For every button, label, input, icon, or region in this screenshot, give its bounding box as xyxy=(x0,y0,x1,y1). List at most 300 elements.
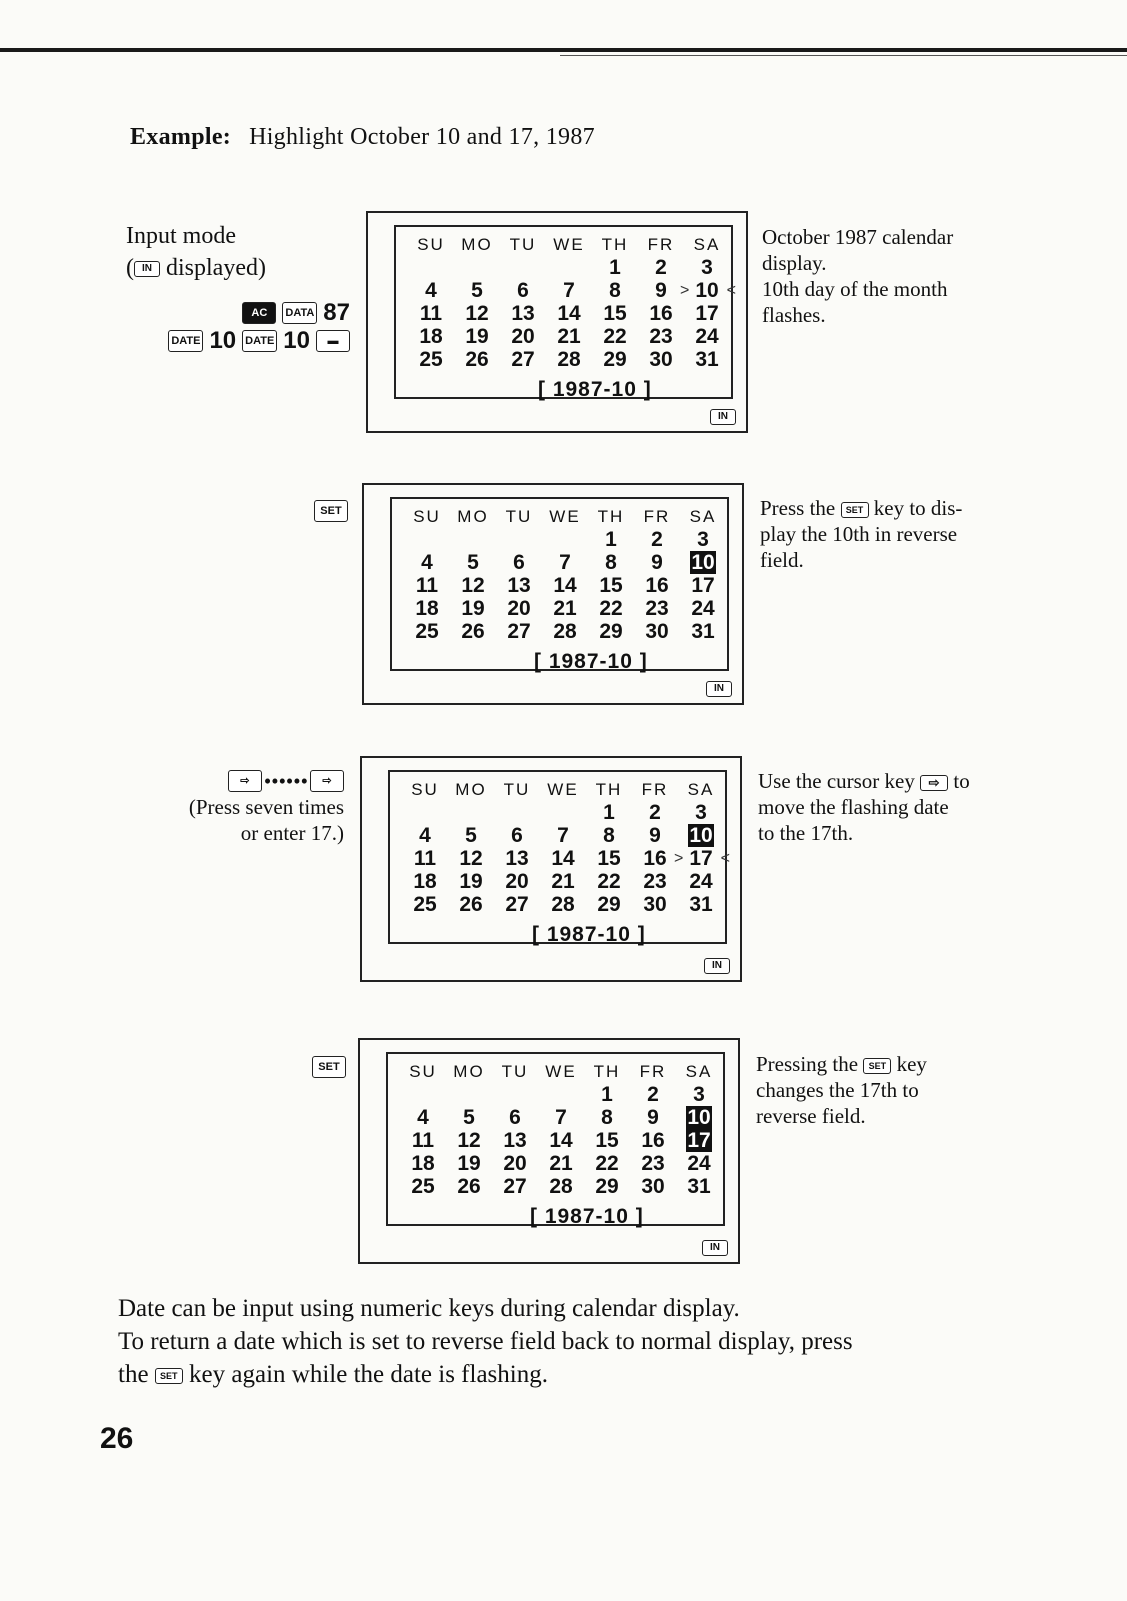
day-number: 12 xyxy=(459,847,483,870)
day-cell xyxy=(678,893,724,916)
day-cell xyxy=(450,620,496,643)
day-number: 30 xyxy=(649,348,673,371)
day-cell xyxy=(546,279,592,302)
day-cell xyxy=(546,302,592,325)
repeat-dots: •••••• xyxy=(263,769,308,793)
day-cell xyxy=(540,801,586,824)
day-cell xyxy=(404,574,450,597)
day-number: 31 xyxy=(695,348,719,371)
day-number: 28 xyxy=(557,348,581,371)
day-cell xyxy=(542,574,588,597)
day-cell xyxy=(630,1106,676,1129)
day-cell xyxy=(448,801,494,824)
top-rule-thin xyxy=(560,55,1127,56)
day-cell xyxy=(584,1106,630,1129)
step1-entry-b: 10 xyxy=(283,327,310,354)
day-number: 15 xyxy=(599,574,623,597)
day-number: 21 xyxy=(557,325,581,348)
day-cell xyxy=(454,256,500,279)
day-cell xyxy=(540,847,586,870)
ac-key-icon: AC xyxy=(242,302,276,324)
weekday-header: WE xyxy=(547,780,579,799)
day-number: 20 xyxy=(511,325,535,348)
day-cell xyxy=(680,620,726,643)
week-row xyxy=(404,620,726,643)
day-number: 14 xyxy=(553,574,577,597)
day-cell xyxy=(408,302,454,325)
day-cell xyxy=(542,551,588,574)
weekday-header: FR xyxy=(641,780,669,799)
calendar-year-month: [ 1987-10 ] xyxy=(538,378,652,401)
day-number: 19 xyxy=(461,597,485,620)
day-number: 3 xyxy=(697,528,709,551)
day-number: 23 xyxy=(649,325,673,348)
day-number: 5 xyxy=(471,279,483,302)
calendar-frame xyxy=(390,497,729,671)
example-heading xyxy=(130,124,595,151)
day-cell xyxy=(400,1106,446,1129)
day-number: 28 xyxy=(551,893,575,916)
day-number: 4 xyxy=(425,279,437,302)
data-key-icon: DATA xyxy=(282,302,317,324)
calendar-grid xyxy=(408,233,730,401)
day-number: 31 xyxy=(687,1175,711,1198)
day-number: 19 xyxy=(459,870,483,893)
step1-year-entry: 87 xyxy=(323,299,350,326)
day-number: 30 xyxy=(643,893,667,916)
day-cell xyxy=(588,551,634,574)
day-number: 20 xyxy=(507,597,531,620)
day-cell xyxy=(632,893,678,916)
day-number: 8 xyxy=(605,551,617,574)
day-cell xyxy=(446,1083,492,1106)
set-key-icon: SET xyxy=(155,1368,183,1384)
day-cell xyxy=(408,279,454,302)
day-cell xyxy=(494,824,540,847)
day-number: 1 xyxy=(609,256,621,279)
day-number: 17 xyxy=(689,847,713,870)
day-cell xyxy=(632,824,678,847)
day-cell xyxy=(400,1129,446,1152)
step4-note: Pressing the SET key changes the 17th to reverse field. xyxy=(756,1052,927,1128)
weekday-header: TH xyxy=(597,507,625,526)
day-cell xyxy=(630,1083,676,1106)
day-number: 8 xyxy=(601,1106,613,1129)
day-number: 23 xyxy=(645,597,669,620)
weekday-header: SU xyxy=(409,1062,437,1081)
day-number: 7 xyxy=(559,551,571,574)
day-cell xyxy=(446,1129,492,1152)
day-cell xyxy=(684,256,730,279)
week-row xyxy=(400,1083,722,1106)
day-cell xyxy=(684,302,730,325)
week-row xyxy=(402,801,724,824)
weekday-header: FR xyxy=(647,235,675,254)
day-cell xyxy=(492,1175,538,1198)
day-number: 10 xyxy=(687,1106,711,1129)
day-number: 7 xyxy=(557,824,569,847)
day-cell xyxy=(404,620,450,643)
day-cell xyxy=(400,1175,446,1198)
week-row xyxy=(402,847,724,870)
example-label: Example: xyxy=(130,124,232,150)
day-number: 4 xyxy=(421,551,433,574)
day-cell xyxy=(404,551,450,574)
day-cell xyxy=(586,847,632,870)
day-number: 22 xyxy=(603,325,627,348)
day-number: 3 xyxy=(693,1083,705,1106)
day-cell xyxy=(540,870,586,893)
day-number: 8 xyxy=(609,279,621,302)
step1-keys-line1 xyxy=(140,298,350,328)
day-cell xyxy=(492,1152,538,1175)
day-number: 6 xyxy=(509,1106,521,1129)
day-cell xyxy=(586,824,632,847)
weekday-header: SA xyxy=(685,1062,713,1081)
day-cell xyxy=(492,1083,538,1106)
day-cell xyxy=(402,824,448,847)
day-cell xyxy=(592,256,638,279)
day-number: 17 xyxy=(695,302,719,325)
in-indicator-icon: IN xyxy=(706,681,732,697)
day-cell xyxy=(496,620,542,643)
top-rule xyxy=(0,48,1127,52)
week-row xyxy=(408,325,730,348)
day-cell xyxy=(684,325,730,348)
day-number: 10 xyxy=(689,824,713,847)
day-cell xyxy=(630,1152,676,1175)
day-cell xyxy=(542,620,588,643)
day-cell xyxy=(584,1152,630,1175)
day-number: 29 xyxy=(597,893,621,916)
set-key-icon: SET xyxy=(314,500,348,522)
weekday-header: MO xyxy=(457,507,489,526)
day-cell xyxy=(500,279,546,302)
day-cell xyxy=(450,597,496,620)
day-cell xyxy=(496,597,542,620)
day-cell xyxy=(680,597,726,620)
day-number: 24 xyxy=(695,325,719,348)
week-row xyxy=(404,551,726,574)
calendar-frame xyxy=(388,770,727,944)
day-number: 3 xyxy=(695,801,707,824)
day-number: 24 xyxy=(687,1152,711,1175)
day-number: 27 xyxy=(505,893,529,916)
weekday-header: SU xyxy=(411,780,439,799)
day-number: 4 xyxy=(417,1106,429,1129)
day-cell xyxy=(546,325,592,348)
weekday-header: MO xyxy=(453,1062,485,1081)
week-row xyxy=(402,824,724,847)
weekday-header: TH xyxy=(601,235,629,254)
set-key-icon: SET xyxy=(312,1056,346,1078)
day-cell xyxy=(586,893,632,916)
day-cell xyxy=(680,528,726,551)
weekday-header: WE xyxy=(549,507,581,526)
day-number: 8 xyxy=(603,824,615,847)
day-cell xyxy=(592,279,638,302)
day-cell xyxy=(448,870,494,893)
day-cell xyxy=(584,1083,630,1106)
weekday-header: SA xyxy=(693,235,721,254)
day-cell xyxy=(634,620,680,643)
day-number: 11 xyxy=(411,1129,435,1152)
day-cell xyxy=(634,574,680,597)
weekday-header: SU xyxy=(413,507,441,526)
weekday-header: TH xyxy=(595,780,623,799)
day-cell xyxy=(496,574,542,597)
step2-note: Press the SET key to dis- play the 10th in reverse field. xyxy=(760,496,963,572)
day-number: 5 xyxy=(465,824,477,847)
weekday-header: MO xyxy=(455,780,487,799)
weekday-header: SU xyxy=(417,235,445,254)
calendar-grid xyxy=(404,505,726,673)
day-number: 2 xyxy=(649,801,661,824)
weekday-header-row xyxy=(402,778,724,801)
week-row xyxy=(400,1175,722,1198)
day-cell xyxy=(540,824,586,847)
step3-note: Use the cursor key ⇨ to move the flashing date to the 17th. xyxy=(758,769,970,845)
day-cell xyxy=(676,1175,722,1198)
day-cell xyxy=(402,847,448,870)
day-number: 21 xyxy=(549,1152,573,1175)
day-cell xyxy=(538,1083,584,1106)
day-number: 27 xyxy=(511,348,535,371)
day-number: 23 xyxy=(643,870,667,893)
day-number: 5 xyxy=(467,551,479,574)
day-cell xyxy=(584,1129,630,1152)
day-cell xyxy=(408,256,454,279)
weekday-header: SA xyxy=(687,780,715,799)
weekday-header: FR xyxy=(643,507,671,526)
day-number: 16 xyxy=(643,847,667,870)
day-cell xyxy=(454,325,500,348)
day-cell xyxy=(638,256,684,279)
day-cell xyxy=(592,302,638,325)
day-cell xyxy=(450,551,496,574)
day-number: 6 xyxy=(513,551,525,574)
day-number: 18 xyxy=(415,597,439,620)
day-number: 27 xyxy=(503,1175,527,1198)
weekday-header-row xyxy=(408,233,730,256)
day-cell xyxy=(496,551,542,574)
day-number: 15 xyxy=(597,847,621,870)
day-number: 29 xyxy=(599,620,623,643)
day-number: 12 xyxy=(461,574,485,597)
day-cell xyxy=(638,302,684,325)
day-number: 21 xyxy=(551,870,575,893)
day-number: 12 xyxy=(457,1129,481,1152)
day-cell xyxy=(634,597,680,620)
day-number: 25 xyxy=(413,893,437,916)
weekday-header: MO xyxy=(461,235,493,254)
day-number: 17 xyxy=(687,1129,711,1152)
calendar-year-month: [ 1987-10 ] xyxy=(532,923,646,946)
day-cell xyxy=(500,325,546,348)
day-number: 14 xyxy=(549,1129,573,1152)
day-cell xyxy=(638,325,684,348)
day-cell xyxy=(494,870,540,893)
day-number: 30 xyxy=(645,620,669,643)
in-indicator-icon: IN xyxy=(710,409,736,425)
day-cell xyxy=(586,870,632,893)
day-number: 26 xyxy=(465,348,489,371)
day-cell xyxy=(542,597,588,620)
day-cell xyxy=(500,348,546,371)
day-cell xyxy=(450,574,496,597)
day-cell xyxy=(448,893,494,916)
day-number: 3 xyxy=(701,256,713,279)
day-number: 26 xyxy=(461,620,485,643)
day-cell xyxy=(592,325,638,348)
set-key-icon: SET xyxy=(841,502,869,518)
step1-entry-a: 10 xyxy=(209,327,237,354)
day-cell xyxy=(538,1129,584,1152)
day-number: 2 xyxy=(651,528,663,551)
day-cell xyxy=(492,1129,538,1152)
day-cell xyxy=(404,597,450,620)
step1-note: October 1987 calendar display. 10th day of the month flashes. xyxy=(762,225,954,327)
enter-key-icon: ▬ xyxy=(316,330,350,352)
day-cell xyxy=(680,551,726,574)
day-cell xyxy=(676,1083,722,1106)
day-number: 10 xyxy=(695,279,719,302)
day-cell xyxy=(630,1129,676,1152)
day-number: 12 xyxy=(465,302,489,325)
day-number: 14 xyxy=(551,847,575,870)
day-cell xyxy=(588,620,634,643)
weekday-header: TH xyxy=(593,1062,621,1081)
day-number: 14 xyxy=(557,302,581,325)
day-cell xyxy=(546,256,592,279)
day-number: 9 xyxy=(649,824,661,847)
day-cell xyxy=(588,597,634,620)
day-cell xyxy=(588,528,634,551)
day-number: 16 xyxy=(641,1129,665,1152)
day-cell xyxy=(500,302,546,325)
day-cell xyxy=(676,1129,722,1152)
in-indicator-icon: IN xyxy=(704,958,730,974)
day-number: 24 xyxy=(691,597,715,620)
week-row xyxy=(404,597,726,620)
day-number: 31 xyxy=(691,620,715,643)
day-cell xyxy=(408,348,454,371)
calendar-frame xyxy=(394,225,733,399)
day-number: 15 xyxy=(595,1129,619,1152)
day-cell xyxy=(492,1106,538,1129)
step1-keys-line2 xyxy=(140,326,350,356)
day-number: 28 xyxy=(549,1175,573,1198)
day-cell xyxy=(538,1106,584,1129)
day-number: 20 xyxy=(503,1152,527,1175)
day-cell xyxy=(584,1175,630,1198)
day-number: 18 xyxy=(411,1152,435,1175)
day-cell xyxy=(678,801,724,824)
weekday-header-row xyxy=(404,505,726,528)
right-arrow-key-icon: ⇨ xyxy=(228,770,262,792)
lcd-screen-4 xyxy=(358,1038,740,1264)
day-cell xyxy=(588,574,634,597)
day-number: 11 xyxy=(415,574,439,597)
day-cell xyxy=(454,302,500,325)
day-cell xyxy=(446,1106,492,1129)
day-cell xyxy=(546,348,592,371)
day-number: 25 xyxy=(419,348,443,371)
day-cell xyxy=(632,847,678,870)
day-number: 28 xyxy=(553,620,577,643)
day-cell xyxy=(638,279,684,302)
day-cell xyxy=(678,847,724,870)
day-number: 9 xyxy=(651,551,663,574)
weekday-header: SA xyxy=(689,507,717,526)
week-row xyxy=(404,574,726,597)
week-row xyxy=(402,870,724,893)
day-number: 25 xyxy=(411,1175,435,1198)
day-number: 25 xyxy=(415,620,439,643)
day-cell xyxy=(586,801,632,824)
day-number: 21 xyxy=(553,597,577,620)
day-cell xyxy=(632,870,678,893)
date-key-icon: DATE xyxy=(242,330,277,352)
lcd-screen-3 xyxy=(360,756,742,982)
day-cell xyxy=(408,325,454,348)
week-row xyxy=(402,893,724,916)
day-number: 7 xyxy=(563,279,575,302)
day-cell xyxy=(684,279,730,302)
weekday-header: FR xyxy=(639,1062,667,1081)
day-cell xyxy=(400,1152,446,1175)
day-number: 20 xyxy=(505,870,529,893)
day-number: 23 xyxy=(641,1152,665,1175)
day-number: 5 xyxy=(463,1106,475,1129)
day-number: 1 xyxy=(605,528,617,551)
day-cell xyxy=(680,574,726,597)
day-number: 30 xyxy=(641,1175,665,1198)
day-cell xyxy=(494,893,540,916)
day-number: 13 xyxy=(503,1129,527,1152)
day-cell xyxy=(450,528,496,551)
day-cell xyxy=(678,824,724,847)
lcd-screen-2 xyxy=(362,483,744,705)
day-cell xyxy=(446,1175,492,1198)
week-row xyxy=(400,1152,722,1175)
weekday-header: TU xyxy=(505,507,533,526)
bottom-paragraph: Date can be input using numeric keys during calendar display. To return a date which is set to reverse field back to normal display, press the SET key again while the date is flashing. xyxy=(118,1295,853,1388)
day-cell xyxy=(676,1106,722,1129)
step4-key xyxy=(312,1056,346,1078)
day-number: 27 xyxy=(507,620,531,643)
day-number: 6 xyxy=(511,824,523,847)
day-number: 17 xyxy=(691,574,715,597)
day-cell xyxy=(448,847,494,870)
right-arrow-key-icon: ⇨ xyxy=(920,775,948,791)
calendar-frame xyxy=(386,1052,725,1226)
lcd-screen-1 xyxy=(366,211,748,433)
day-number: 10 xyxy=(691,551,715,574)
day-cell xyxy=(542,528,588,551)
weekday-header: TU xyxy=(501,1062,529,1081)
set-key-icon: SET xyxy=(863,1058,891,1074)
day-number: 11 xyxy=(413,847,437,870)
day-cell xyxy=(454,348,500,371)
day-number: 1 xyxy=(603,801,615,824)
day-number: 26 xyxy=(459,893,483,916)
day-number: 22 xyxy=(595,1152,619,1175)
day-number: 4 xyxy=(419,824,431,847)
day-number: 13 xyxy=(505,847,529,870)
day-number: 13 xyxy=(507,574,531,597)
step1-mode-label: Input mode ( IN displayed) xyxy=(126,223,266,281)
